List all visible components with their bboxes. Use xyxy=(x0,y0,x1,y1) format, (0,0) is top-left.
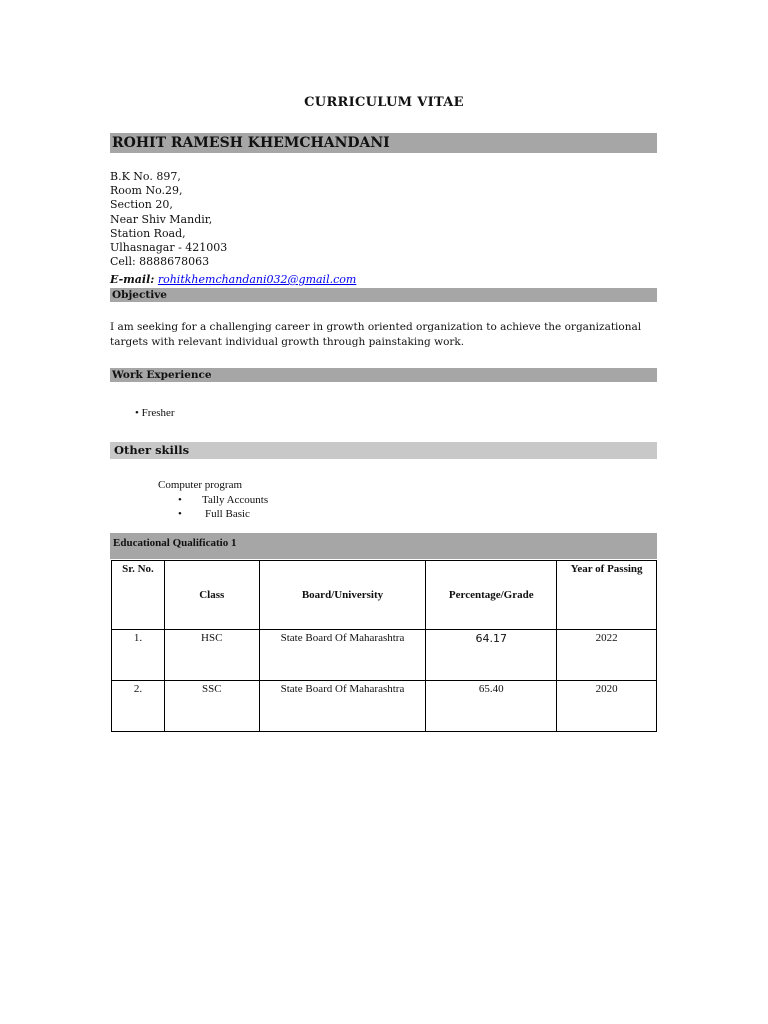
document-title: CURRICULUM VITAE xyxy=(304,95,464,110)
table-cell: 64.17 xyxy=(426,630,557,681)
table-cell: 65.40 xyxy=(426,681,557,732)
address-line: B.K No. 897, xyxy=(110,170,181,183)
table-cell: 2020 xyxy=(557,681,657,732)
table-cell: 2. xyxy=(112,681,165,732)
address-line: Section 20, xyxy=(110,198,173,212)
bullet-icon: • xyxy=(178,508,182,520)
bullet-icon: • xyxy=(178,493,182,506)
skills-list xyxy=(158,493,268,522)
work-experience-heading: Work Experience xyxy=(110,368,657,382)
other-skills-heading: Other skills xyxy=(110,442,657,459)
education-table xyxy=(111,560,657,732)
skills-intro: Computer program xyxy=(158,479,243,491)
table-cell: 2022 xyxy=(557,630,657,681)
address-line: Room No.29, xyxy=(110,184,183,198)
list-item xyxy=(158,493,268,508)
column-header: Year of Passing xyxy=(557,561,657,630)
cell-number: Cell: 8888678063 xyxy=(110,255,210,269)
column-header: Percentage/Grade xyxy=(426,561,557,630)
objective-heading: Objective xyxy=(110,288,657,302)
column-header: Class xyxy=(164,561,259,630)
name-heading: ROHIT RAMESH KHEMCHANDANI xyxy=(110,133,657,153)
table-row xyxy=(112,630,657,681)
address-line: Ulhasnagar - 421003 xyxy=(110,241,228,255)
table-cell: 1. xyxy=(112,630,165,681)
address-block xyxy=(110,170,227,269)
skill-label: Full Basic xyxy=(205,508,250,520)
list-item xyxy=(158,507,268,522)
work-experience-item: • Fresher xyxy=(135,407,175,419)
table-row xyxy=(112,681,657,732)
email-line xyxy=(110,273,356,286)
column-header: Board/University xyxy=(259,561,426,630)
table-header-row xyxy=(112,561,657,630)
email-label: E-mail: xyxy=(110,273,155,286)
column-header: Sr. No. xyxy=(112,561,165,630)
address-line: Near Shiv Mandir, xyxy=(110,212,213,226)
email-link[interactable]: rohitkhemchandani032@gmail.com xyxy=(157,273,357,286)
address-line: Station Road, xyxy=(110,226,186,240)
table-cell: State Board Of Maharashtra xyxy=(259,630,426,681)
table-cell: HSC xyxy=(164,630,259,681)
objective-text: I am seeking for a challenging career in growth oriented organization to achieve the organizational targets with relevant individual growth through painstaking work. xyxy=(110,321,642,348)
skills-block xyxy=(158,478,268,522)
skill-label: Tally Accounts xyxy=(202,493,269,506)
education-heading: Educational Qualificatio 1 xyxy=(110,533,657,559)
table-cell: State Board Of Maharashtra xyxy=(259,681,426,732)
table-cell: SSC xyxy=(164,681,259,732)
